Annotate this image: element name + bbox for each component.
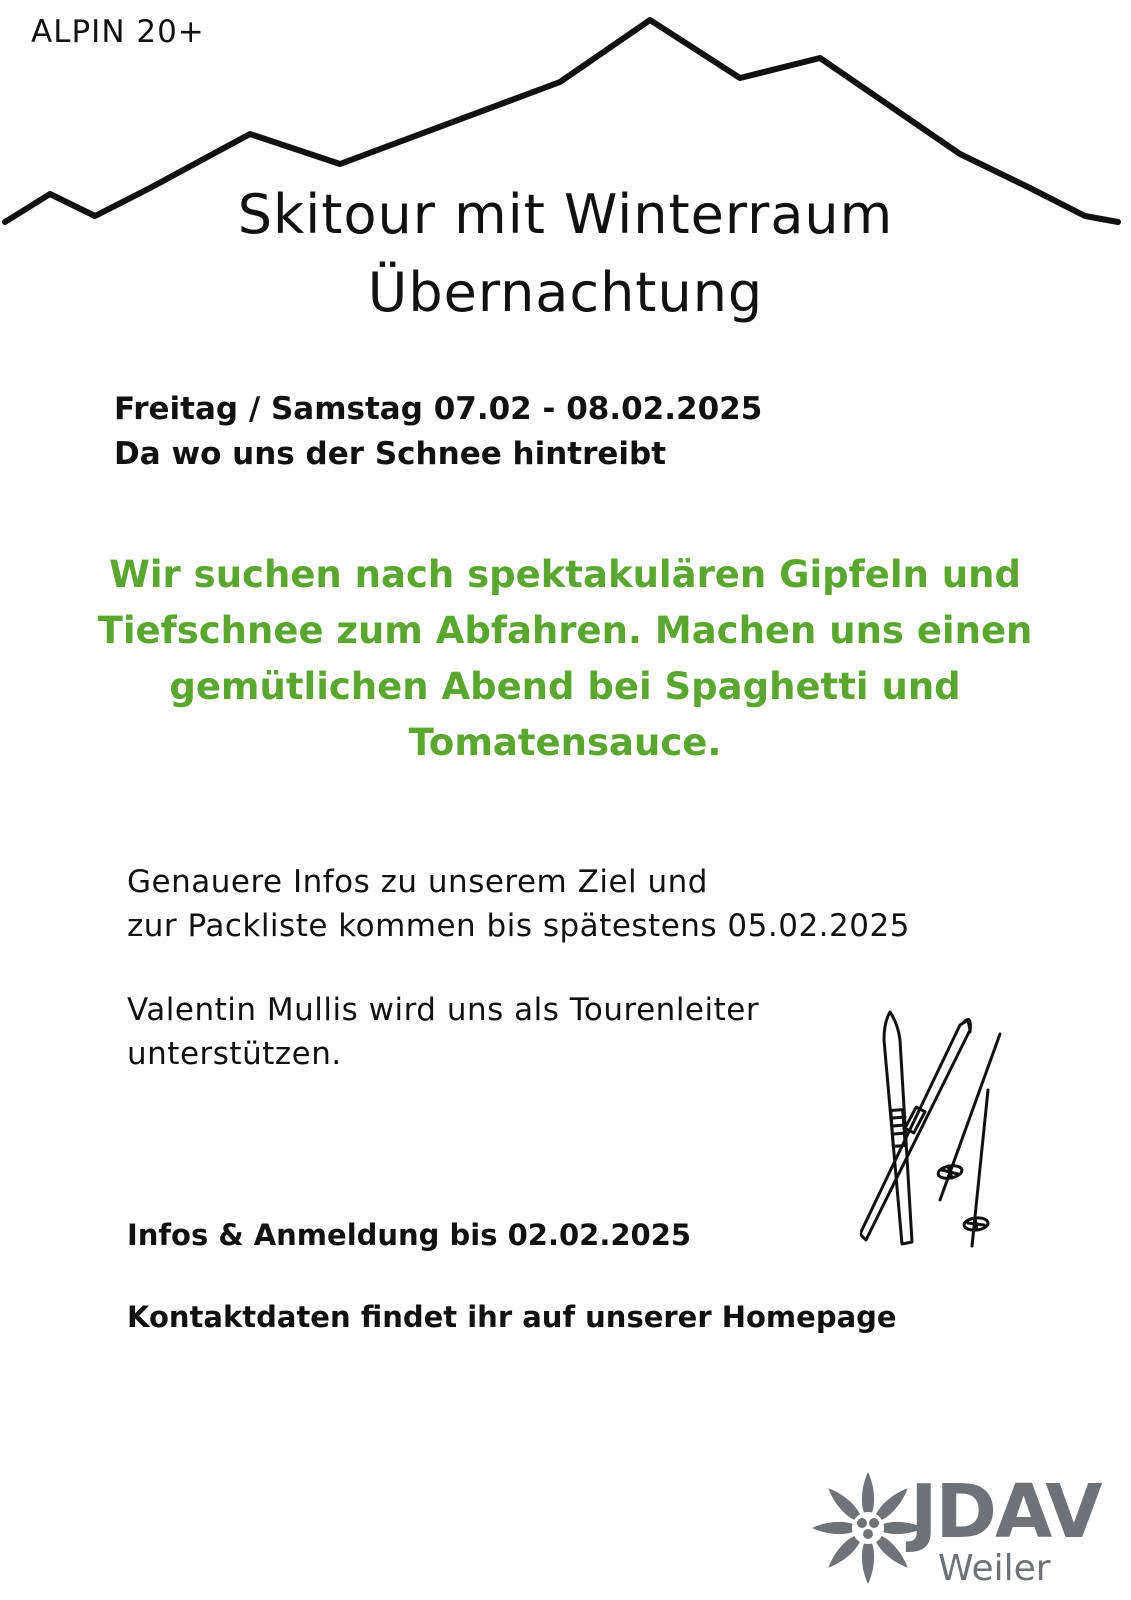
- title-line-2: Übernachtung: [367, 261, 764, 324]
- leader-paragraph: [127, 988, 759, 1076]
- title-line-1: Skitour mit Winterraum: [237, 183, 894, 246]
- highlight-line: Tiefschnee zum Abfahren. Machen uns einen: [97, 609, 1033, 652]
- highlight-line: Wir suchen nach spektakulären Gipfeln und: [109, 553, 1021, 596]
- info-line: zur Packliste kommen bis spätestens 05.02.2025: [127, 908, 910, 944]
- info-line: Genauere Infos zu unserem Ziel und: [127, 864, 708, 900]
- event-details: [114, 387, 762, 477]
- skis-and-poles-icon: [860, 1010, 1040, 1270]
- group-label: ALPIN 20+: [31, 14, 205, 50]
- leader-line: Valentin Mullis wird uns als Tourenleiter: [127, 992, 760, 1028]
- highlight-line: gemütlichen Abend bei Spaghetti und: [169, 665, 961, 708]
- page-title: [0, 176, 1131, 332]
- info-paragraph: [127, 860, 910, 948]
- logo-wordmark: JDAV: [910, 1469, 1101, 1555]
- leader-line: unterstützen.: [127, 1036, 342, 1072]
- highlight-paragraph: [60, 547, 1070, 771]
- logo-section-name: Weiler: [938, 1548, 1051, 1589]
- contact-info: Kontaktdaten findet ihr auf unserer Homepage: [127, 1300, 897, 1334]
- registration-deadline: Infos & Anmeldung bis 02.02.2025: [127, 1218, 692, 1252]
- highlight-line: Tomatensauce.: [408, 721, 722, 764]
- event-date: Freitag / Samstag 07.02 - 08.02.2025: [114, 391, 763, 427]
- event-location: Da wo uns der Schnee hintreibt: [114, 436, 667, 472]
